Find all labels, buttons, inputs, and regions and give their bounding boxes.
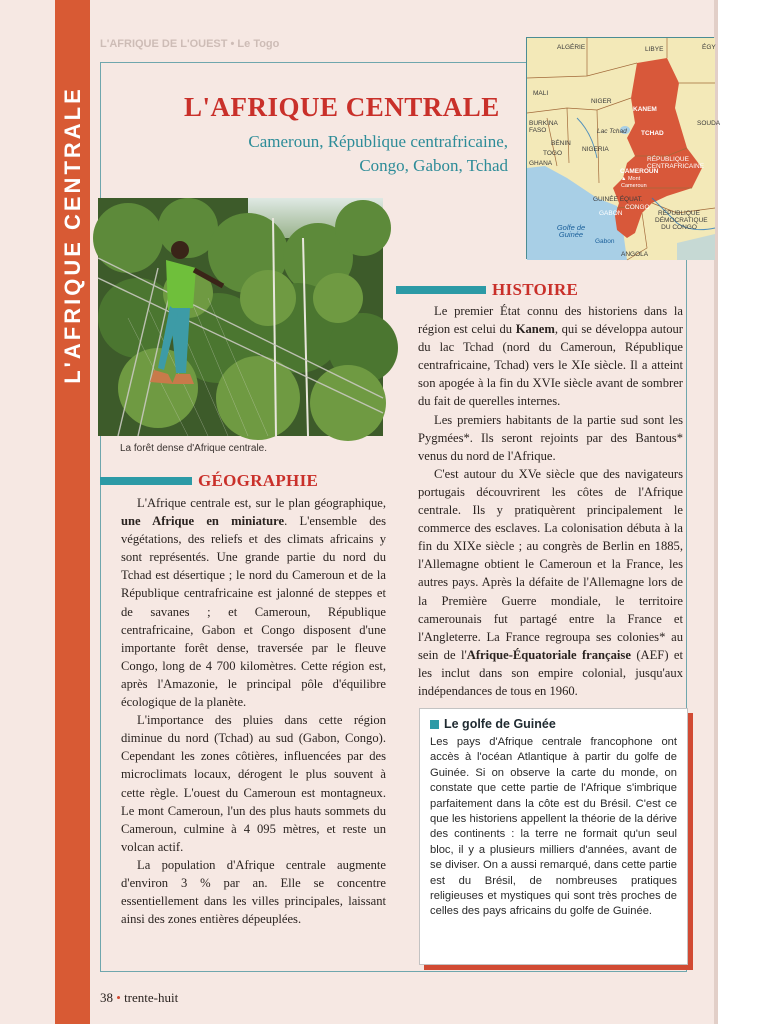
- photo-caption: La forêt dense d'Afrique centrale.: [120, 443, 268, 454]
- map-label-gabon-sea: Gabon: [595, 238, 615, 245]
- map-label-angola: ANGOLA: [621, 251, 649, 258]
- map-label-algerie: ALGÉRIE: [557, 44, 586, 51]
- page-footer: [100, 990, 178, 1006]
- subtitle-line-1: Cameroun, République centrafricaine,: [248, 132, 508, 151]
- geographie-heading-bar: [100, 477, 192, 485]
- geographie-heading: [100, 471, 318, 491]
- forest-photo: [98, 198, 383, 436]
- map-label-kanem: KANEM: [633, 106, 657, 113]
- box-heading-square: [430, 720, 439, 729]
- region-map: [526, 37, 721, 259]
- histoire-heading-bar: [396, 286, 486, 294]
- map-label-rdc: RÉPUBLIQUE DÉMOCRATIQUE DU CONGO: [655, 210, 708, 231]
- geographie-heading-label: GÉOGRAPHIE: [198, 471, 319, 490]
- map-label-nigeria: NIGERIA: [582, 146, 609, 153]
- map-label-congo: CONGO: [625, 204, 650, 211]
- map-label-togo: TOGO: [543, 150, 563, 157]
- map-label-gabon: GABON: [599, 210, 623, 217]
- map-label-benin: BÉNIN: [551, 140, 571, 147]
- side-label: [55, 55, 90, 415]
- forest-illustration: [98, 198, 383, 436]
- map-label-mont-cameroun: ▲ Mont Cameroun: [621, 176, 647, 189]
- map-label-rca: RÉPUBLIQUE CENTRAFRICAINE: [647, 156, 705, 170]
- histoire-paragraph-3: C'est autour du XVe siècle que des navigateurs portugais découvrirent les côtes de l'Afrique centrale. Ils y pratiquèrent principalement le commerce des esclaves. La colonisation débuta à la fin du XIXe siècle ; au congrès de Berlin en 1885, l'Allemagne obtient le Cameroun et la France, les autres pays. Après la défaite de l'Allemagne lors de la Première Guerre mondiale, le territoire camerounais fut partagé entre la France et l'Angleterre. La France regroupa ses colonies* au sein de l'Afrique-Équatoriale française (AEF) et les inclut dans son empire colonial, jusqu'aux indépendances de tous en 1960.: [418, 466, 683, 698]
- map-label-tchad: TCHAD: [641, 130, 664, 137]
- map-label-guinee-eq: GUINÉE ÉQUAT.: [593, 196, 643, 203]
- page-subtitle: [248, 130, 508, 178]
- footer-bullet: •: [116, 990, 121, 1005]
- geographie-paragraph-2: L'importance des pluies dans cette région diminue du nord (Tchad) au sud (Gabon, Congo). Cependant les zones côtières, influencées par des microclimats locaux, dérogent le plus souvent à cette règle. L'ouest du Cameroun est montagneux. Le mont Cameroun, l'un des plus hauts sommets du Cameroun, culmine à 4 095 mètres, et reste un volcan actif.: [121, 713, 386, 854]
- box-heading: [430, 717, 677, 731]
- histoire-text: [418, 302, 683, 700]
- map-label-egypte: ÉGY: [702, 44, 716, 51]
- map-label-libye: LIBYE: [645, 46, 664, 53]
- geographie-text: [121, 494, 386, 928]
- histoire-paragraph-2: Les premiers habitants de la partie sud sont les Pygmées*. Ils seront rejoints par des Bantous* venus du nord de l'Afrique.: [418, 412, 683, 463]
- box-heading-label: Le golfe de Guinée: [444, 717, 556, 731]
- ghost-header: L'AFRIQUE DE L'OUEST • Le Togo: [100, 38, 280, 50]
- map-label-ghana: GHANA: [529, 160, 553, 167]
- map-label-cameroun: CAMEROUN: [620, 168, 659, 175]
- map-label-burkina: BURKINA FASO: [529, 120, 558, 134]
- histoire-heading: [396, 280, 578, 300]
- page-title: L'AFRIQUE CENTRALE: [184, 92, 500, 122]
- page-number: 38: [100, 990, 113, 1005]
- map-label-golfe: Golfe de Guinée: [556, 223, 586, 239]
- page-number-word: trente-huit: [124, 990, 179, 1005]
- histoire-paragraph-1: Le premier État connu des historiens dans la région est celui du Kanem, qui se développa autour du lac Tchad (nord du Cameroun, République centrafricaine, Tchad) vers le XIe siècle. Il a atteint son apogée à la fin du XVIe siècle avant de sombrer du fait de querelles internes.: [418, 304, 683, 409]
- geographie-paragraph-1: L'Afrique centrale est, sur le plan géographique, une Afrique en miniature. L'ensemble des végétations, des reliefs et des climats africains y sont représentés. Une grande partie du nord du Tchad est désertique ; le nord du Cameroun et de la République centrafricaine est jalonné de steppes et de savanes ; et Cameroun, République centrafricaine, Gabon et Congo disposent d'une importante forêt dense, traversée par le fleuve Congo, long de 4 700 kilomètres. Cette région est, après l'Amazonie, le principal pôle d'équilibre écologique de la planète.: [121, 496, 386, 710]
- box-text: Les pays d'Afrique centrale francophone ont accès à l'océan Atlantique à partir du golfe de Guinée. Si on observe la carte du monde, on constate que cette partie de l'Afrique s'imbrique parfaitement dans la côte est du Brésil. C'est ce que les historiens appellent la théorie de la dérive des continents : la terre ne formait qu'un seul bloc, il y a plusieurs milliers d'années, avant de se diviser. On a aussi remarqué, dans cette partie est du Brésil, de nombreuses pratiques religieuses et mystiques qui sont très proches de celles des pays africains du golfe de Guinée.: [430, 736, 677, 918]
- golfe-guinee-box: [419, 708, 688, 965]
- map-label-lac-tchad: Lac Tchad: [597, 128, 627, 135]
- map-label-niger: NIGER: [591, 98, 612, 105]
- map-label-mali: MALI: [533, 90, 549, 97]
- subtitle-line-2: Congo, Gabon, Tchad: [359, 156, 508, 175]
- map-label-soudan: SOUDA: [697, 120, 721, 127]
- histoire-heading-label: HISTOIRE: [492, 280, 579, 299]
- side-label-text: L'AFRIQUE CENTRALE: [59, 86, 85, 384]
- geographie-paragraph-3: La population d'Afrique centrale augmente d'environ 3 % par an. Elle se concentre essentiellement dans les villes principales, laissant ainsi des zones entières dépeuplées.: [121, 857, 386, 927]
